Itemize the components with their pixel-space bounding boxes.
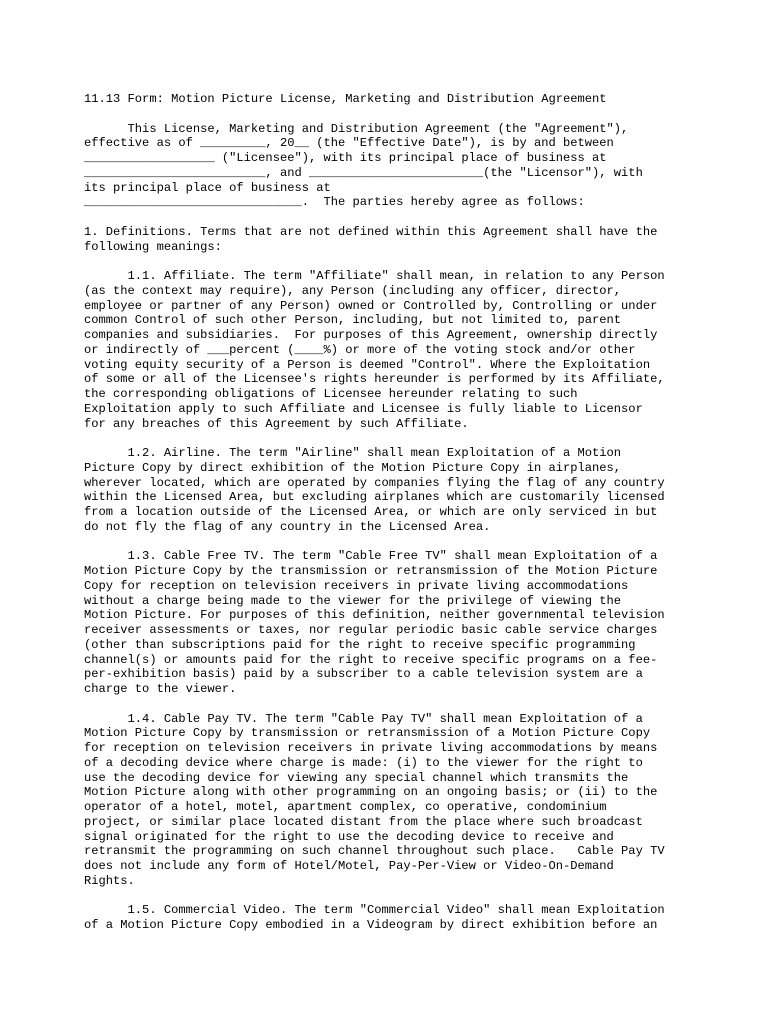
definition-line: Motion Picture Copy by the transmission or retransmission of the Motion Picture (84, 564, 658, 578)
definition-line: the corresponding obligations of Licensee hereunder relating to such (84, 387, 578, 401)
intro-line: This License, Marketing and Distribution Agreement (the "Agreement"), (84, 121, 629, 136)
definition-line: common Control of such other Person, including, but not limited to, parent (84, 313, 622, 328)
definition-line: of a decoding device where charge is made: (i) to the viewer for the right to (84, 755, 643, 770)
definition-line: 1.1. Affiliate. The term "Affiliate" shall mean, in relation to any Person (84, 269, 665, 283)
definition-line: channel(s) or amounts paid for the right to receive specific programs on a fee- (84, 652, 658, 667)
definition-commercial-video (84, 903, 724, 933)
definition-line: signal originated for the right to use the decoding device to receive and (84, 829, 614, 844)
definition-line: (other than subscriptions paid for the right to receive specific programming (84, 637, 636, 652)
intro-line: effective as of _________, 20__ (the "Effective Date"), is by and between (84, 136, 614, 151)
definition-line: receiver assessments or taxes, nor regular periodic basic cable service charges (84, 623, 658, 637)
definition-line: of a Motion Picture Copy embodied in a Videogram by direct exhibition before an (84, 918, 658, 932)
definition-line: Motion Picture along with other programming on an ongoing basis; or (ii) to the (84, 785, 658, 800)
spacer (84, 210, 724, 225)
definition-line: do not fly the flag of any country in the Licensed Area. (84, 519, 491, 534)
definition-line: operator of a hotel, motel, apartment complex, co operative, condominium (84, 800, 607, 814)
section-line: following meanings: (84, 239, 222, 254)
definition-line: Exploitation apply to such Affiliate and Licensee is fully liable to Licensor (84, 401, 643, 416)
definition-line: companies and subsidiaries. For purposes of this Agreement, ownership directly (84, 328, 658, 342)
definition-line: employee or partner of any Person) owned or Controlled by, Controlling or under (84, 298, 658, 313)
definition-cable-pay-tv (84, 712, 724, 889)
definition-cable-free-tv (84, 549, 724, 697)
definition-line: without a charge being made to the viewer for the privilege of viewing the (84, 593, 622, 608)
intro-line: __________________ ("Licensee"), with its principal place of business at (84, 151, 607, 165)
definition-line: retransmit the programming on such channel throughout such place. Cable Pay TV (84, 844, 665, 859)
definition-line: does not include any form of Hotel/Motel, Pay-Per-View or Video-On-Demand (84, 859, 614, 873)
definition-airline (84, 446, 724, 535)
definition-line: 1.2. Airline. The term "Airline" shall mean Exploitation of a Motion (84, 446, 622, 460)
definition-line: wherever located, which are operated by companies flying the flag of any country (84, 475, 665, 490)
definition-line: Motion Picture. For purposes of this definition, neither governmental television (84, 608, 665, 623)
definition-line: 1.5. Commercial Video. The term "Commercial Video" shall mean Exploitation (84, 903, 665, 918)
definition-line: 1.3. Cable Free TV. The term "Cable Free TV" shall mean Exploitation of a (84, 549, 658, 564)
definition-line: for any breaches of this Agreement by such Affiliate. (84, 416, 469, 431)
intro-paragraph (84, 122, 724, 211)
definition-line: project, or similar place located distant from the place where such broadcast (84, 814, 643, 829)
spacer (84, 889, 724, 904)
intro-line: ______________________________. The parties hereby agree as follows: (84, 195, 585, 210)
document-title: 11.13 Form: Motion Picture License, Marketing and Distribution Agreement (84, 92, 607, 106)
definition-line: from a location outside of the Licensed Area, or which are only serviced in but (84, 505, 658, 519)
document-page (84, 92, 724, 933)
definition-line: use the decoding device for viewing any special channel which transmits the (84, 770, 629, 785)
definition-line: voting equity security of a Person is deemed "Control". Where the Exploitation (84, 357, 651, 372)
definition-line: Rights. (84, 873, 135, 888)
spacer (84, 535, 724, 550)
definition-line: charge to the viewer. (84, 682, 237, 696)
definition-line: Motion Picture Copy by transmission or retransmission of a Motion Picture Copy (84, 726, 651, 741)
spacer (84, 254, 724, 269)
definition-line: of some or all of the Licensee's rights hereunder is performed by its Affiliate, (84, 372, 665, 387)
definition-line: or indirectly of ___percent (____%) or more of the voting stock and/or other (84, 342, 636, 357)
definition-affiliate (84, 269, 724, 431)
spacer (84, 107, 724, 122)
definition-line: (as the context may require), any Person (including any officer, director, (84, 283, 622, 298)
intro-line: its principal place of business at (84, 180, 331, 195)
definition-line: Copy for reception on television receivers in private living accommodations (84, 578, 629, 593)
definition-line: within the Licensed Area, but excluding airplanes which are customarily licensed (84, 490, 665, 505)
definition-line: 1.4. Cable Pay TV. The term "Cable Pay TV" shall mean Exploitation of a (84, 711, 643, 726)
definition-line: per-exhibition basis) paid by a subscriber to a cable television system are a (84, 667, 643, 682)
spacer (84, 697, 724, 712)
definition-line: for reception on television receivers in private living accommodations by means (84, 741, 658, 755)
section-1-heading (84, 225, 724, 255)
section-line: 1. Definitions. Terms that are not defined within this Agreement shall have the (84, 224, 658, 239)
definition-line: Picture Copy by direct exhibition of the Motion Picture Copy in airplanes, (84, 460, 622, 475)
spacer (84, 431, 724, 446)
intro-line: _________________________, and ________________________(the "Licensor"), with (84, 165, 643, 180)
